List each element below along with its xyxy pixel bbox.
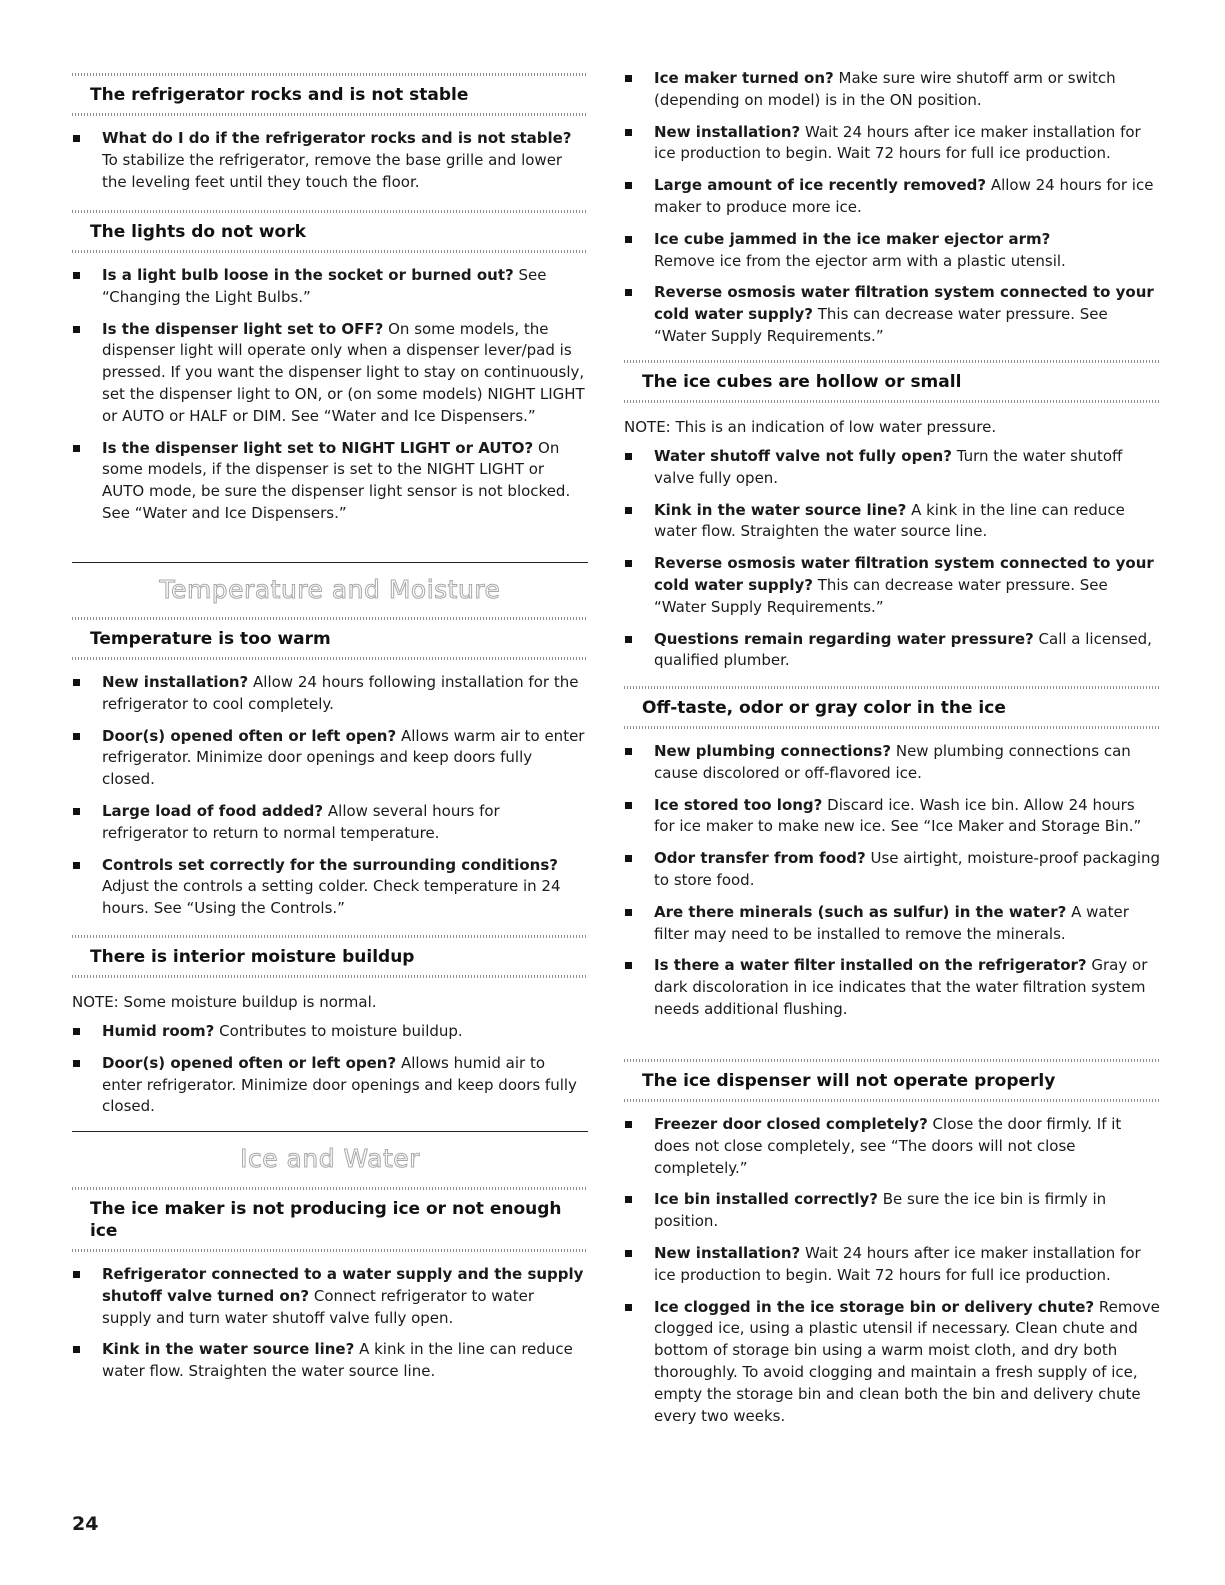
square-bullet-icon [625,1196,632,1203]
item-answer: Connect refrigerator to water supply and turn water shutoff valve fully open. [102,1286,535,1327]
item-question: Door(s) opened often or left open? [102,1053,397,1072]
item-answer: A kink in the line can reduce water flow. Straighten the water source line. [102,1340,573,1381]
item-question: Kink in the water source line? [654,500,907,519]
square-bullet-icon [73,862,80,869]
square-bullet-icon [625,1250,632,1257]
item-question: Refrigerator connected to a water supply and the supply shutoff valve turned on? [102,1265,584,1305]
item-question: Water shutoff valve not fully open? [654,447,952,465]
topic-header-temperature-moisture [72,562,588,604]
square-bullet-icon [625,289,632,296]
list-item [624,500,1160,544]
list-item [624,229,1160,273]
square-bullet-icon [625,962,632,969]
item-answer: New plumbing connections can cause discolored or off-flavored ice. [654,742,1131,782]
item-question: Ice clogged in the ice storage bin or delivery chute? [654,1297,1095,1316]
section-rule-top [72,935,588,938]
section-rule-top [72,617,588,620]
section-title: There is interior moisture buildup [90,947,415,967]
square-bullet-icon [625,909,632,916]
list-item [72,855,588,920]
section-rule-top [72,1187,588,1190]
square-bullet-icon [625,636,632,643]
square-bullet-icon [625,129,632,136]
item-answer: Wait 24 hours after ice maker installation for ice production to begin. Wait 72 hours for full ice production. [654,122,1141,163]
section-rule-top [624,686,1160,689]
item-answer: Remove ice from the ejector arm with a plastic utensil. [654,251,1066,270]
list-item [72,1264,588,1329]
list-item [624,122,1160,166]
item-question: New installation? [654,1243,801,1262]
list-item [72,1339,588,1383]
section-rule-top [72,210,588,213]
section-rule-bottom [624,1099,1160,1102]
item-question: Large load of food added? [102,801,324,820]
item-question: Is a light bulb loose in the socket or burned out? [102,266,514,284]
section-refrigerator-rocks [72,73,588,193]
section-temperature-too-warm [72,617,588,920]
list-item [624,1297,1160,1428]
item-question: Ice cube jammed in the ice maker ejector arm? [654,229,1051,248]
topic-header-ice-and-water [72,1131,588,1173]
section-title: Off-taste, odor or gray color in the ice [642,698,1006,718]
square-bullet-icon [625,453,632,460]
section-off-taste-odor [624,686,1160,1021]
square-bullet-icon [625,748,632,755]
item-question: Humid room? [102,1022,215,1040]
list-item [624,629,1160,673]
section-interior-moisture [72,935,588,1118]
list-item [72,128,588,193]
item-answer: See “Changing the Light Bulbs.” [102,266,547,306]
square-bullet-icon [625,855,632,862]
list-item [624,446,1160,490]
page-number: 24 [72,1513,99,1535]
item-answer: Make sure wire shutoff arm or switch (depending on model) is in the ON position. [654,69,1116,109]
item-answer: Close the door firmly. If it does not close completely, see “The doors will not close completely.” [654,1115,1122,1177]
square-bullet-icon [625,1304,632,1311]
item-answer: Allow 24 hours following installation for the refrigerator to cool completely. [102,673,579,713]
item-question: Is there a water filter installed on the refrigerator? [654,956,1087,975]
item-question: Ice stored too long? [654,795,823,814]
section-ice-maker-continued [624,56,1160,348]
item-question: Questions remain regarding water pressure? [654,629,1034,648]
list-item [72,801,588,845]
section-note: NOTE: Some moisture buildup is normal. [72,993,377,1011]
item-answer: Allow several hours for refrigerator to return to normal temperature. [102,801,500,842]
list-item [624,902,1160,946]
list-item [624,1114,1160,1179]
square-bullet-icon [625,182,632,189]
square-bullet-icon [73,272,80,279]
list-item [624,955,1160,1020]
section-note: NOTE: This is an indication of low water pressure. [624,418,997,436]
section-rule-bottom [72,975,588,978]
section-ice-dispenser [624,1059,1160,1427]
square-bullet-icon [625,1121,632,1128]
item-answer: Call a licensed, qualified plumber. [654,629,1152,670]
item-answer: Wait 24 hours after ice maker installation for ice production to begin. Wait 72 hours for full ice production. [654,1243,1141,1284]
section-title: The lights do not work [90,222,306,242]
square-bullet-icon [625,560,632,567]
section-rule-bottom [624,726,1160,729]
square-bullet-icon [625,802,632,809]
item-question: Controls set correctly for the surrounding conditions? [102,855,558,874]
section-rule-top [72,73,588,76]
item-answer: To stabilize the refrigerator, remove the base grille and lower the leveling feet until they touch the floor. [102,150,563,191]
item-answer: Allow 24 hours for ice maker to produce more ice. [654,176,1154,216]
topic-title: Temperature and Moisture [159,575,501,604]
list-item [624,848,1160,892]
list-item [624,553,1160,618]
item-question: Large amount of ice recently removed? [654,176,987,195]
topic-title: Ice and Water [240,1144,420,1173]
item-answer: Be sure the ice bin is firmly in position. [654,1190,1107,1231]
section-ice-cubes-hollow [624,360,1160,672]
square-bullet-icon [73,1028,80,1035]
square-bullet-icon [73,679,80,686]
list-item [72,726,588,791]
item-answer: Allows warm air to enter refrigerator. Minimize door openings and keep doors fully closed. [102,726,585,789]
list-item [624,68,1160,112]
item-question: Reverse osmosis water filtration system connected to your cold water supply? [654,283,1154,324]
list-item [624,741,1160,785]
square-bullet-icon [73,733,80,740]
square-bullet-icon [73,1060,80,1067]
item-question: New plumbing connections? [654,742,892,760]
list-item [624,1243,1160,1287]
item-answer: Use airtight, moisture-proof packaging to store food. [654,849,1160,889]
item-question: New installation? [102,673,249,691]
square-bullet-icon [73,1271,80,1278]
item-question: Is the dispenser light set to OFF? [102,319,384,338]
item-question: Door(s) opened often or left open? [102,726,397,745]
section-rule-bottom [72,250,588,253]
item-question: Kink in the water source line? [102,1340,355,1359]
list-item [624,175,1160,219]
square-bullet-icon [625,507,632,514]
item-answer: Remove clogged ice, using a plastic utensil if necessary. Clean chute and bottom of storage bin using a warm moist cloth, and dry both thoroughly. To avoid clogging and maintain a fresh supply of ice, empty the storage bin and clean both the bin and delivery chute every two weeks. [654,1297,1160,1425]
list-item [72,319,588,428]
list-item [624,282,1160,347]
square-bullet-icon [625,75,632,82]
list-item [624,795,1160,839]
item-answer: On some models, the dispenser light will operate only when a dispenser lever/pad is pressed. If you want the dispenser light to stay on continuously, set the dispenser light to ON, or (on some models) NIGHT LIGHT or AUTO or HALF or DIM. See “Water and Ice Dispensers.” [102,319,585,425]
square-bullet-icon [73,326,80,333]
section-rule-top [624,360,1160,363]
item-question: What do I do if the refrigerator rocks and is not stable? [102,129,572,147]
item-question: Ice bin installed correctly? [654,1190,878,1209]
list-item [624,1189,1160,1233]
section-rule-bottom [72,657,588,660]
list-item [72,1053,588,1118]
square-bullet-icon [73,1346,80,1353]
item-answer: Allows humid air to enter refrigerator. Minimize door openings and keep doors fully closed. [102,1053,577,1116]
item-answer: On some models, if the dispenser is set to the NIGHT LIGHT or AUTO mode, be sure the dispenser light sensor is not blocked. See “Water and Ice Dispensers.” [102,438,571,522]
section-title: The ice cubes are hollow or small [642,372,962,392]
item-question: New installation? [654,122,801,141]
item-answer: Contributes to moisture buildup. [219,1022,463,1040]
square-bullet-icon [625,236,632,243]
list-item [72,265,588,309]
item-question: Reverse osmosis water filtration system connected to your cold water supply? [654,554,1154,594]
section-rule-bottom [624,400,1160,403]
item-question: Ice maker turned on? [654,69,834,87]
section-ice-maker-not-producing [72,1187,588,1383]
item-question: Is the dispenser light set to NIGHT LIGHT or AUTO? [102,438,534,457]
section-rule-bottom [72,1249,588,1252]
item-question: Are there minerals (such as sulfur) in the water? [654,902,1067,921]
item-answer: Discard ice. Wash ice bin. Allow 24 hours for ice maker to make new ice. See “Ice Maker and Storage Bin.” [654,795,1142,836]
item-answer: Gray or dark discoloration in ice indicates that the water filtration system needs additional flushing. [654,956,1148,1018]
section-rule-bottom [72,113,588,116]
item-answer: This can decrease water pressure. See “Water Supply Requirements.” [654,575,1108,616]
section-rule-top [624,1059,1160,1062]
square-bullet-icon [73,445,80,452]
item-answer: Turn the water shutoff valve fully open. [654,447,1123,487]
section-title: Temperature is too warm [90,629,331,649]
item-answer: This can decrease water pressure. See “Water Supply Requirements.” [654,305,1108,345]
section-lights-do-not-work [72,210,588,525]
list-item [72,438,588,525]
square-bullet-icon [73,808,80,815]
list-item [72,672,588,716]
item-answer: Adjust the controls a setting colder. Check temperature in 24 hours. See “Using the Controls.” [102,877,561,918]
section-title: The refrigerator rocks and is not stable [90,85,469,105]
item-question: Odor transfer from food? [654,849,866,868]
item-answer: A kink in the line can reduce water flow. Straighten the water source line. [654,500,1125,541]
item-question: Freezer door closed completely? [654,1115,928,1133]
list-item [72,1021,588,1043]
section-title: The ice dispenser will not operate properly [642,1071,1056,1091]
section-title: The ice maker is not producing ice or not enough ice [90,1199,562,1241]
item-answer: A water filter may need to be installed to remove the minerals. [654,902,1129,943]
square-bullet-icon [73,135,80,142]
